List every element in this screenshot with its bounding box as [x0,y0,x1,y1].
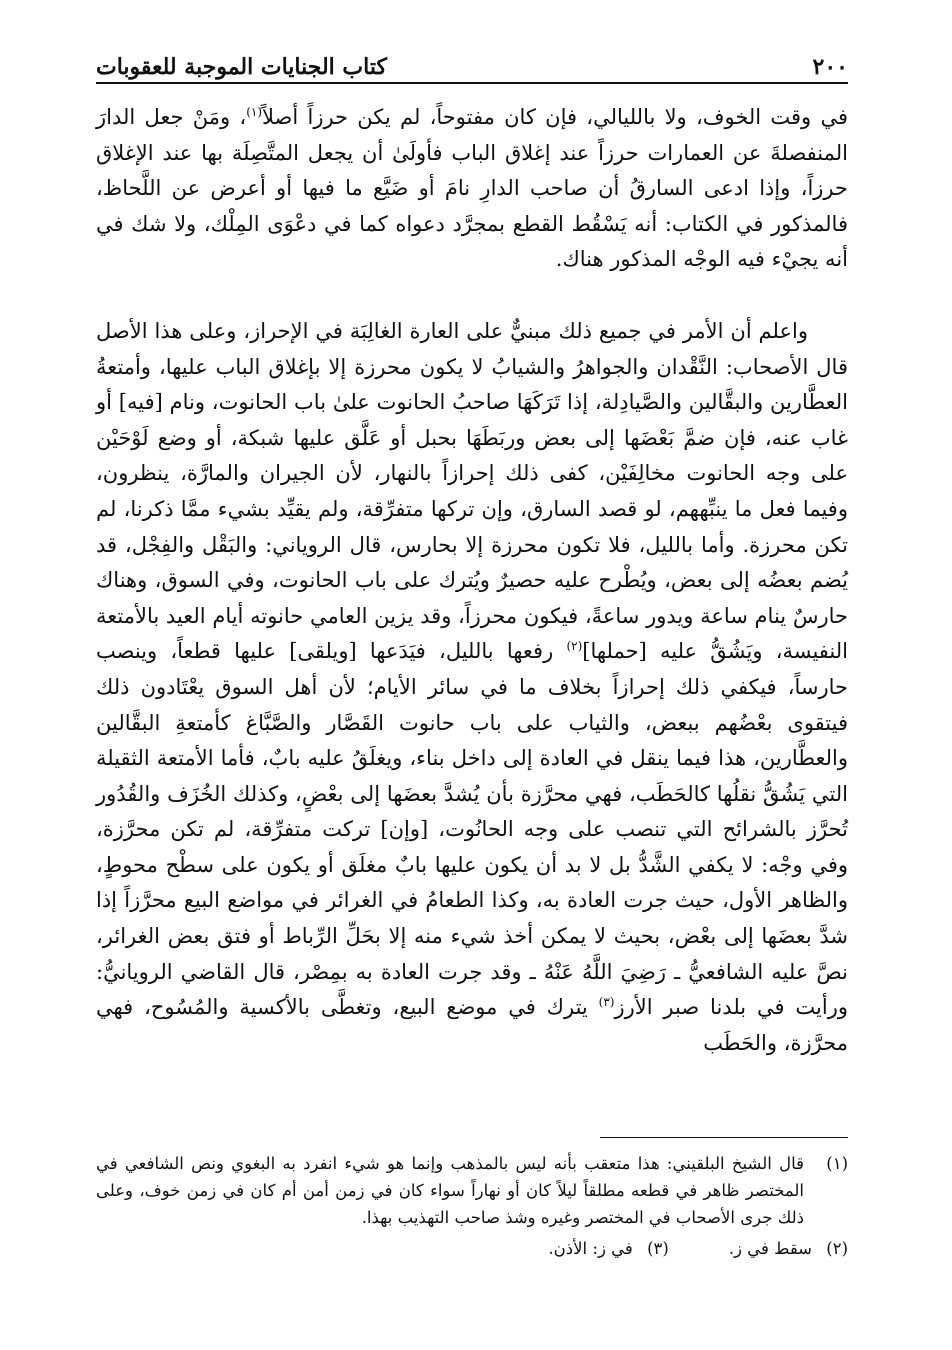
footnote-1-number: (١) [826,1154,848,1173]
footnote-ref-2: (٢) [566,639,583,654]
footnote-2 [729,1235,848,1262]
footnote-1 [96,1150,848,1231]
footnote-3 [548,1235,668,1262]
book-title: كتاب الجنايات الموجبة للعقوبات [96,54,387,80]
footnote-row-2-3 [96,1235,848,1262]
footnote-2-text: سقط في ز. [728,1239,812,1258]
footnote-3-number: (٣) [647,1239,669,1258]
footnote-1-text: قال الشيخ البلقيني: هذا متعقب بأنه ليس بالمذهب وإنما هو شيء انفرد به البغوي ونص الشافعي في المختصر ظاهر في قطعه مطلقاً ليلاً كان أو نهاراً سواء كان في زمن أمن أم كان في زمن خوف، وعلى ذلك جرى الأصحاب في المختصر وغيره وشذ صاحب التهذيب بهذا. [96,1154,804,1227]
paragraph-1 [96,100,848,278]
paragraph-2-part-2: رفعها بالليل، فيَدَعها [ويلقى] عليها قطعاً، وينصب حارساً، فيكفي ذلك إحرازاً بخلاف ما في سائر الأيام؛ لأن أهل السوق يعْتَادون ذلك فيتقوى بعْضُهم ببعض، والثياب على باب حانوت القَصَّار والصَّبَّاغ كأمتعةِ البقَّالين والعطَّارين، هذا فيما ينقل في العادة إلى داخل بناء، ويغلَقُ عليه بابٌ، فأما الأمتعة الثقيلة التي يَشُقُّ نقلُها كالحَطَب، فهي محرَّزة بأن يُشدَّ بعضَها إلى بعْضٍ، وكذلك الخُزَف والقُدُور تُحرَّز بالشرائح التي تنصب على وجه الحانُوت، [وإن] تركت متفرِّقة، لم تكن محرَّزة، وفي وجْه: لا يكفي الشَّدُّ بل لا بد أن يكون عليها بابٌ مغلَق أو يكون على سطْح محوطٍ، والظاهر الأول، حيث جرت العادة به، وكذا الطعامُ في الغرائر في مواضع البيع محرَّزاً إذا شدَّ بعضَها إلى بعْض، بحيث لا يمكن أخذ شيء منه إلا بحَلِّ الرِّباط أو فتق بعض الغرائر، نصَّ عليه الشافعيُّ ـ رَضِيَ اللَّهُ عَنْهُ ـ وقد جرت العادة به بمِصْر، قال القاضي الرويانيُّ: ورأيت في بلدنا صبر الأرز [96,639,848,1020]
paragraph-2-part-1: واعلم أن الأمر في جميع ذلك مبنيٌّ على العارة الغالِبَة في الإحراز، وعلى هذا الأصل قال الأصحاب: النَّقْدان والجواهرُ والشيابُ لا يكون محرزة إلا بإغلاق الباب عليها، وأمتعةُ العطَّارين والبقَّالين والصَّيادِلة، إذا تَرَكَهَا صاحبُ الحانوت علىٰ باب الحانوت، ونام [فيه] أو غاب عنه، فإن ضمَّ بَعْضَها إلى بعض وربَطَهَا بحبل أو عَلَّق عليها شبكة، أو وضع لَوْحَيْن على وجه الحانوت مخالِفَيْن، كفى ذلك إحرازاً بالنهار، لأن الجيران والمارَّة، ينظرون، وفيما فعل ما ينبِّههم، لو قصد السارق، وإن تركها متفرِّقة، ولم يقيِّد بشيء ممَّا ذكرنا، لم تكن محرزة. وأما بالليل، فلا تكون محرزة إلا بحارس، قال الروياني: والبَقْل والفِجْل، قد يُضم بعضُه إلى بعض، ويُطْرح عليه حصيرٌ ويُترك على باب الحانوت، وفي السوق، وهناك حارسٌ ينام ساعة ويدور ساعةً، فيكون محرزاً، وقد يزين العامي حانوته أيام العيد بالأمتعة النفيسة، ويَشُقُّ عليه [حملها] [96,318,848,664]
paragraph-2-part-3: يترك في موضع البيع، وتغطَّى بالأكسية والمُسُوح، فهي محرَّزة، والحَطَب [96,995,848,1055]
footnote-2-number: (٢) [826,1239,848,1258]
footnotes [96,1150,848,1262]
paragraph-1-part-1: في وقت الخوف، ولا بالليالي، فإن كان مفتوحاً، لم يكن حرزاً أصلاً [262,105,849,129]
paragraph-2 [96,314,848,1061]
footnote-3-text: في ز: الأذن. [548,1239,633,1258]
footnote-rule [600,1137,848,1138]
paragraph-spacer [96,278,848,314]
footnote-ref-1: (١) [246,105,263,119]
footnote-ref-3: (٣) [598,995,615,1010]
header-rule [96,82,848,84]
page-number: ٢٠٠ [812,54,848,80]
main-text [96,100,848,1061]
paragraph-1-part-2: ، ومَنْ جعل الدارَ المنفصلةَ عن العمارات حرزاً عند إغلاق الباب فأولَىٰ أن يجعل المتَّصِلَة بها عند الإغلاق حرزاً، وإذا ادعى السارقُ أن صاحب الدارِ نامَ أو ضَيَّع ما فيها أو أعرض عن اللَّحاظ، فالمذكور في الكتاب: أنه يَسْقُط القطع بمجرَّد دعواه كما في دعْوَى المِلْك، ولا شك في أنه يجيْء فيه الوجْه المذكور هناك. [96,105,848,272]
page-header [96,38,848,80]
